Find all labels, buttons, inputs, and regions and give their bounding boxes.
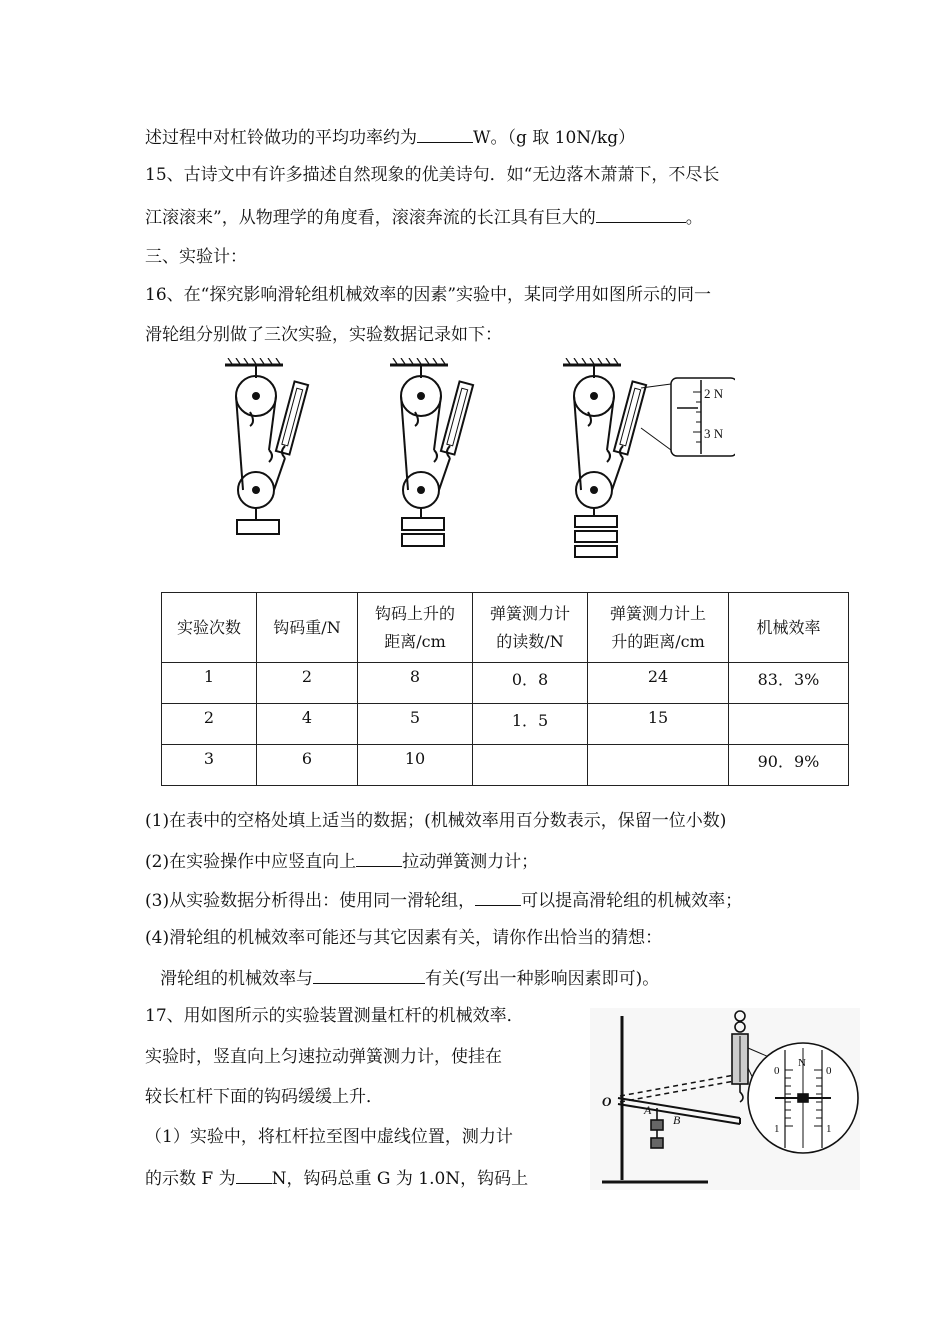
experiment-data-table — [161, 592, 849, 786]
sub-question-4-answer — [160, 966, 659, 990]
sub-question-4: (4)滑轮组的机械效率可能还与其它因素有关，请你作出恰当的猜想： — [145, 928, 663, 948]
table-header-row — [162, 593, 849, 663]
table-cell: 83．3% — [729, 663, 849, 704]
table-cell: 2 — [162, 704, 257, 745]
text: 述过程中对杠铃做功的平均功率约为 — [145, 128, 417, 148]
question-16: 16、在“探究影响滑轮组机械效率的因素”实验中，某同学用如图所示的同一 — [145, 285, 712, 305]
header-cell: 钩码重/N — [257, 593, 358, 663]
pulley-setup-1 — [225, 358, 308, 534]
scale-zero-right: 0 — [826, 1065, 832, 1077]
text-line-17-3: 较长杠杆下面的钩码缓缓上升． — [145, 1087, 383, 1107]
table-cell: 1 — [162, 663, 257, 704]
table-cell: 6 — [257, 745, 358, 786]
header-cell: 钩码上升的 距离/cm — [358, 593, 473, 663]
table-row — [162, 663, 849, 704]
pulley-setup-2 — [390, 358, 473, 546]
table-cell: 8 — [358, 663, 473, 704]
text: 滑轮组的机械效率与 — [160, 969, 313, 989]
answer-blank — [475, 888, 521, 906]
text: 有关(写出一种影响因素即可)。 — [425, 969, 660, 989]
header-cell: 弹簧测力计 的读数/N — [473, 593, 588, 663]
scale-zero-left: 0 — [774, 1065, 780, 1077]
answer-blank — [236, 1166, 272, 1184]
answer-blank — [356, 849, 402, 867]
header-cell: 弹簧测力计上 升的距离/cm — [588, 593, 729, 663]
lever-figure — [590, 1008, 860, 1190]
point-a-label: A — [644, 1103, 652, 1117]
point-b-label: B — [673, 1113, 681, 1127]
answer-blank — [596, 205, 686, 223]
text-line-17-2: 实验时，竖直向上匀速拉动弹簧测力计，使挂在 — [145, 1047, 502, 1067]
scale-unit-label: N — [798, 1057, 806, 1069]
section-heading: 三、实验计： — [145, 247, 247, 267]
table-cell: 15 — [588, 704, 729, 745]
text-line-3 — [145, 205, 703, 229]
text-line-6: 滑轮组分别做了三次实验，实验数据记录如下： — [145, 325, 502, 345]
table-cell: 5 — [358, 704, 473, 745]
text: 可以提高滑轮组的机械效率； — [521, 891, 743, 911]
text: 江滚滚来”，从物理学的角度看，滚滚奔流的长江具有巨大的 — [145, 208, 596, 228]
sub-question-2 — [145, 849, 538, 873]
table-cell: 24 — [588, 663, 729, 704]
table-cell: 10 — [358, 745, 473, 786]
table-cell: 90．9% — [729, 745, 849, 786]
text: W。（g 取 10N/kg） — [473, 128, 636, 148]
text: (2)在实验操作中应竖直向上 — [145, 852, 357, 872]
scale-one-right: 1 — [826, 1123, 832, 1135]
sub-question-3 — [145, 888, 742, 912]
question-17: 17、用如图所示的实验装置测量杠杆的机械效率． — [145, 1006, 524, 1026]
table-cell: 4 — [257, 704, 358, 745]
table-cell: 2 — [257, 663, 358, 704]
pivot-label: O — [602, 1094, 612, 1109]
text: N，钩码总重 G 为 1.0N，钩码上 — [271, 1169, 529, 1189]
table-row — [162, 704, 849, 745]
table-cell: 3 — [162, 745, 257, 786]
answer-blank — [313, 966, 425, 984]
table-cell: 1．5 — [473, 704, 588, 745]
text-line-17-4: （1）实验中，将杠杆拉至图中虚线位置，测力计 — [145, 1127, 513, 1147]
header-cell: 实验次数 — [162, 593, 257, 663]
question-15: 15、古诗文中有许多描述自然现象的优美诗句．如“无边落木萧萧下，不尽长 — [145, 165, 720, 185]
table-cell — [729, 704, 849, 745]
table-cell — [588, 745, 729, 786]
text: 拉动弹簧测力计； — [402, 852, 539, 872]
text: 。 — [685, 208, 703, 228]
text-line-17-5 — [145, 1166, 528, 1190]
text-line-1 — [145, 125, 635, 149]
answer-blank — [417, 125, 473, 143]
scale-one-left: 1 — [774, 1123, 780, 1135]
table-cell: 0．8 — [473, 663, 588, 704]
table-cell — [473, 745, 588, 786]
scale-label-2n: 2 N — [704, 386, 724, 401]
sub-question-1: (1)在表中的空格处填上适当的数据；(机械效率用百分数表示，保留一位小数) — [145, 811, 727, 831]
header-cell: 机械效率 — [729, 593, 849, 663]
text: 的示数 F 为 — [145, 1169, 236, 1189]
table-row — [162, 745, 849, 786]
scale-label-3n: 3 N — [704, 426, 724, 441]
pulley-setup-3 — [563, 358, 735, 557]
text: (3)从实验数据分析得出：使用同一滑轮组， — [145, 891, 476, 911]
pulley-figure — [215, 358, 735, 566]
